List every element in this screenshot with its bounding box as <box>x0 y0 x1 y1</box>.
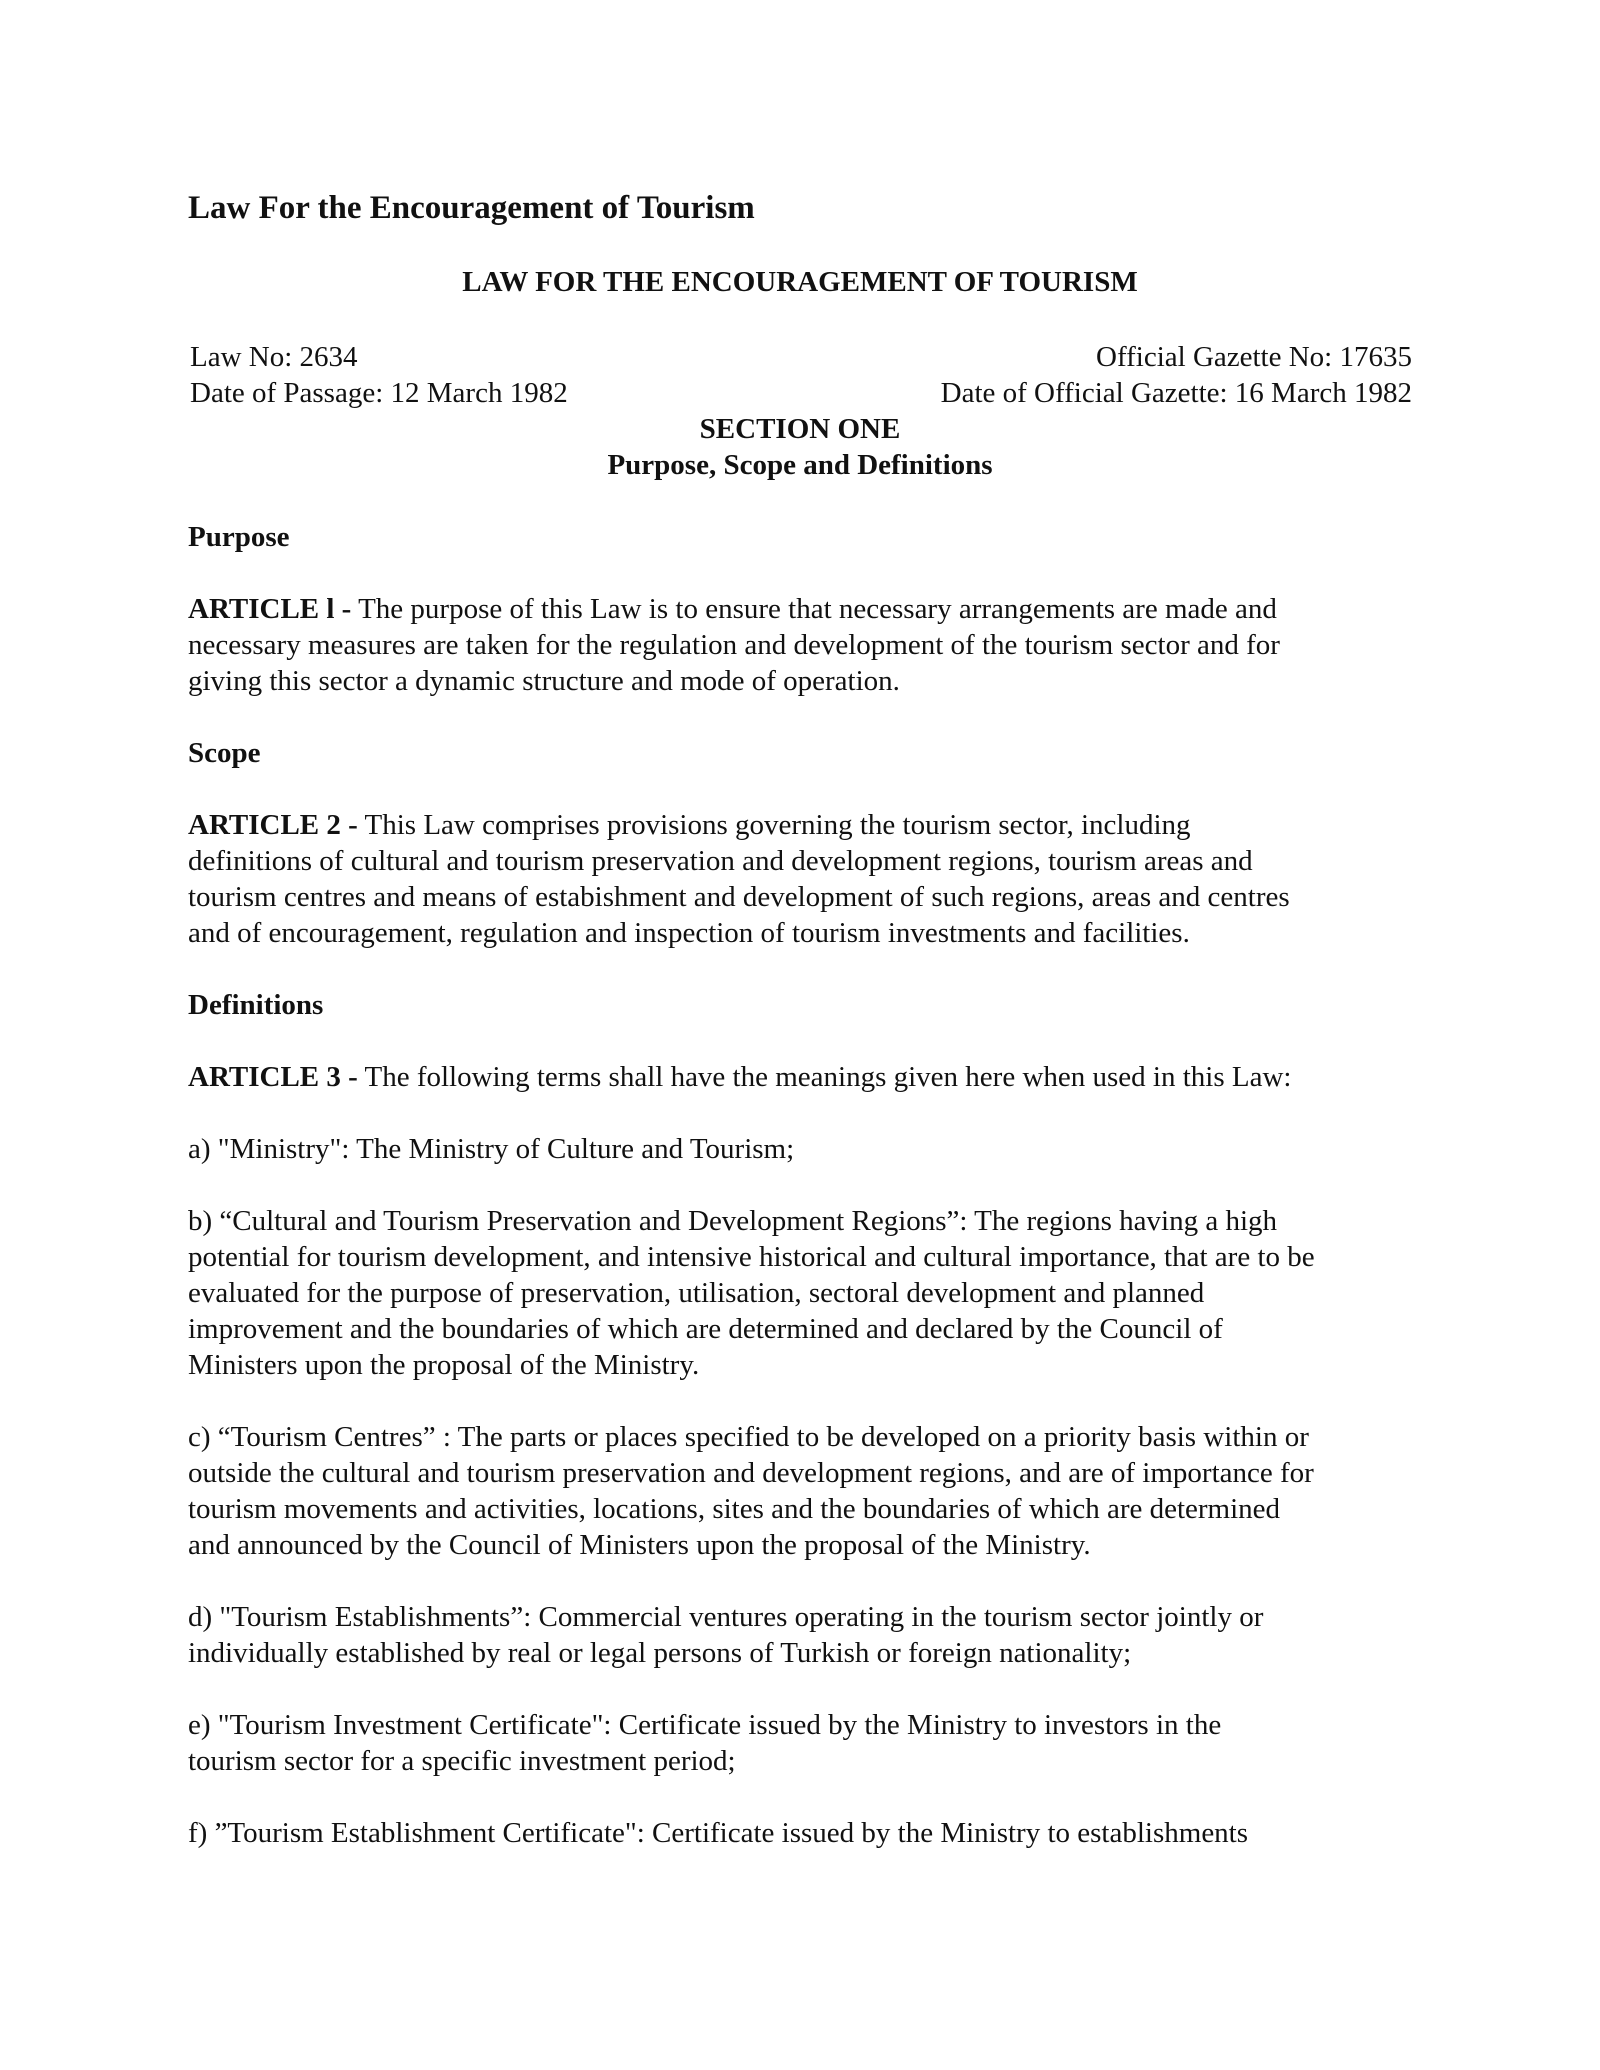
article-2 <box>188 807 1418 951</box>
definition-item-c: c) “Tourism Centres” : The parts or places specified to be developed on a priority basis within or outside the cultural and tourism preservation and development regions, and are of importance for tourism movements and activities, locations, sites and the boundaries of which are determined and announced by the Council of Ministers upon the proposal of the Ministry. <box>188 1421 1314 1561</box>
date-of-passage: Date of Passage: 12 March 1982 <box>190 377 568 409</box>
article-1-line: necessary measures are taken for the regulation and development of the tourism sector and for <box>188 629 1280 661</box>
definition-item-a: a) "Ministry": The Ministry of Culture and Tourism; <box>188 1133 795 1165</box>
article-3 <box>188 1059 1418 1095</box>
definitions-heading: Definitions <box>188 989 324 1021</box>
law-heading: LAW FOR THE ENCOURAGEMENT OF TOURISM <box>462 266 1138 298</box>
definition-item-d: d) "Tourism Establishments”: Commercial ventures operating in the tourism sector jointly or individually established by real or legal persons of Turkish or foreign nationality; <box>188 1601 1264 1669</box>
article-3-label: ARTICLE 3 - <box>188 1061 358 1093</box>
article-2-label: ARTICLE 2 - <box>188 809 358 841</box>
scope-heading: Scope <box>188 737 261 769</box>
article-1-label: ARTICLE l - <box>188 593 352 625</box>
article-1 <box>188 591 1418 699</box>
article-2-line: and of encouragement, regulation and inspection of tourism investments and facilities. <box>188 917 1190 949</box>
article-2-line: definitions of cultural and tourism preservation and development regions, tourism areas and <box>188 845 1253 877</box>
section-number: SECTION ONE <box>699 413 901 445</box>
gazette-number: Official Gazette No: 17635 <box>1096 341 1412 373</box>
definition-item-e: e) "Tourism Investment Certificate": Certificate issued by the Ministry to investors in the tourism sector for a specific investment period; <box>188 1709 1222 1777</box>
purpose-heading: Purpose <box>188 521 290 553</box>
law-number: Law No: 2634 <box>190 341 358 373</box>
article-2-line: tourism centres and means of estabishment and development of such regions, areas and centres <box>188 881 1290 913</box>
article-3-line: ARTICLE 3 - The following terms shall have the meanings given here when used in this Law: <box>188 1061 1292 1093</box>
document-title: Law For the Encouragement of Tourism <box>188 190 755 226</box>
document-page <box>188 0 1412 2070</box>
section-name: Purpose, Scope and Definitions <box>607 449 993 481</box>
law-metadata-row <box>190 339 1412 375</box>
article-1-line: giving this sector a dynamic structure and mode of operation. <box>188 665 900 697</box>
article-1-line: ARTICLE l - The purpose of this Law is to ensure that necessary arrangements are made and <box>188 593 1277 625</box>
definition-item-f: f) ”Tourism Establishment Certificate": Certificate issued by the Ministry to establishments <box>188 1817 1249 1849</box>
date-of-gazette: Date of Official Gazette: 16 March 1982 <box>940 377 1412 409</box>
law-dates-row <box>190 375 1412 411</box>
definition-item-b: b) “Cultural and Tourism Preservation and Development Regions”: The regions having a high potential for tourism development, and intensive historical and cultural importance, that are to be evaluated for the purpose of preservation, utilisation, sectoral development and planned improvement and the boundaries of which are determined and declared by the Council of Ministers upon the proposal of the Ministry. <box>188 1205 1315 1381</box>
article-2-line: ARTICLE 2 - This Law comprises provisions governing the tourism sector, including <box>188 809 1191 841</box>
